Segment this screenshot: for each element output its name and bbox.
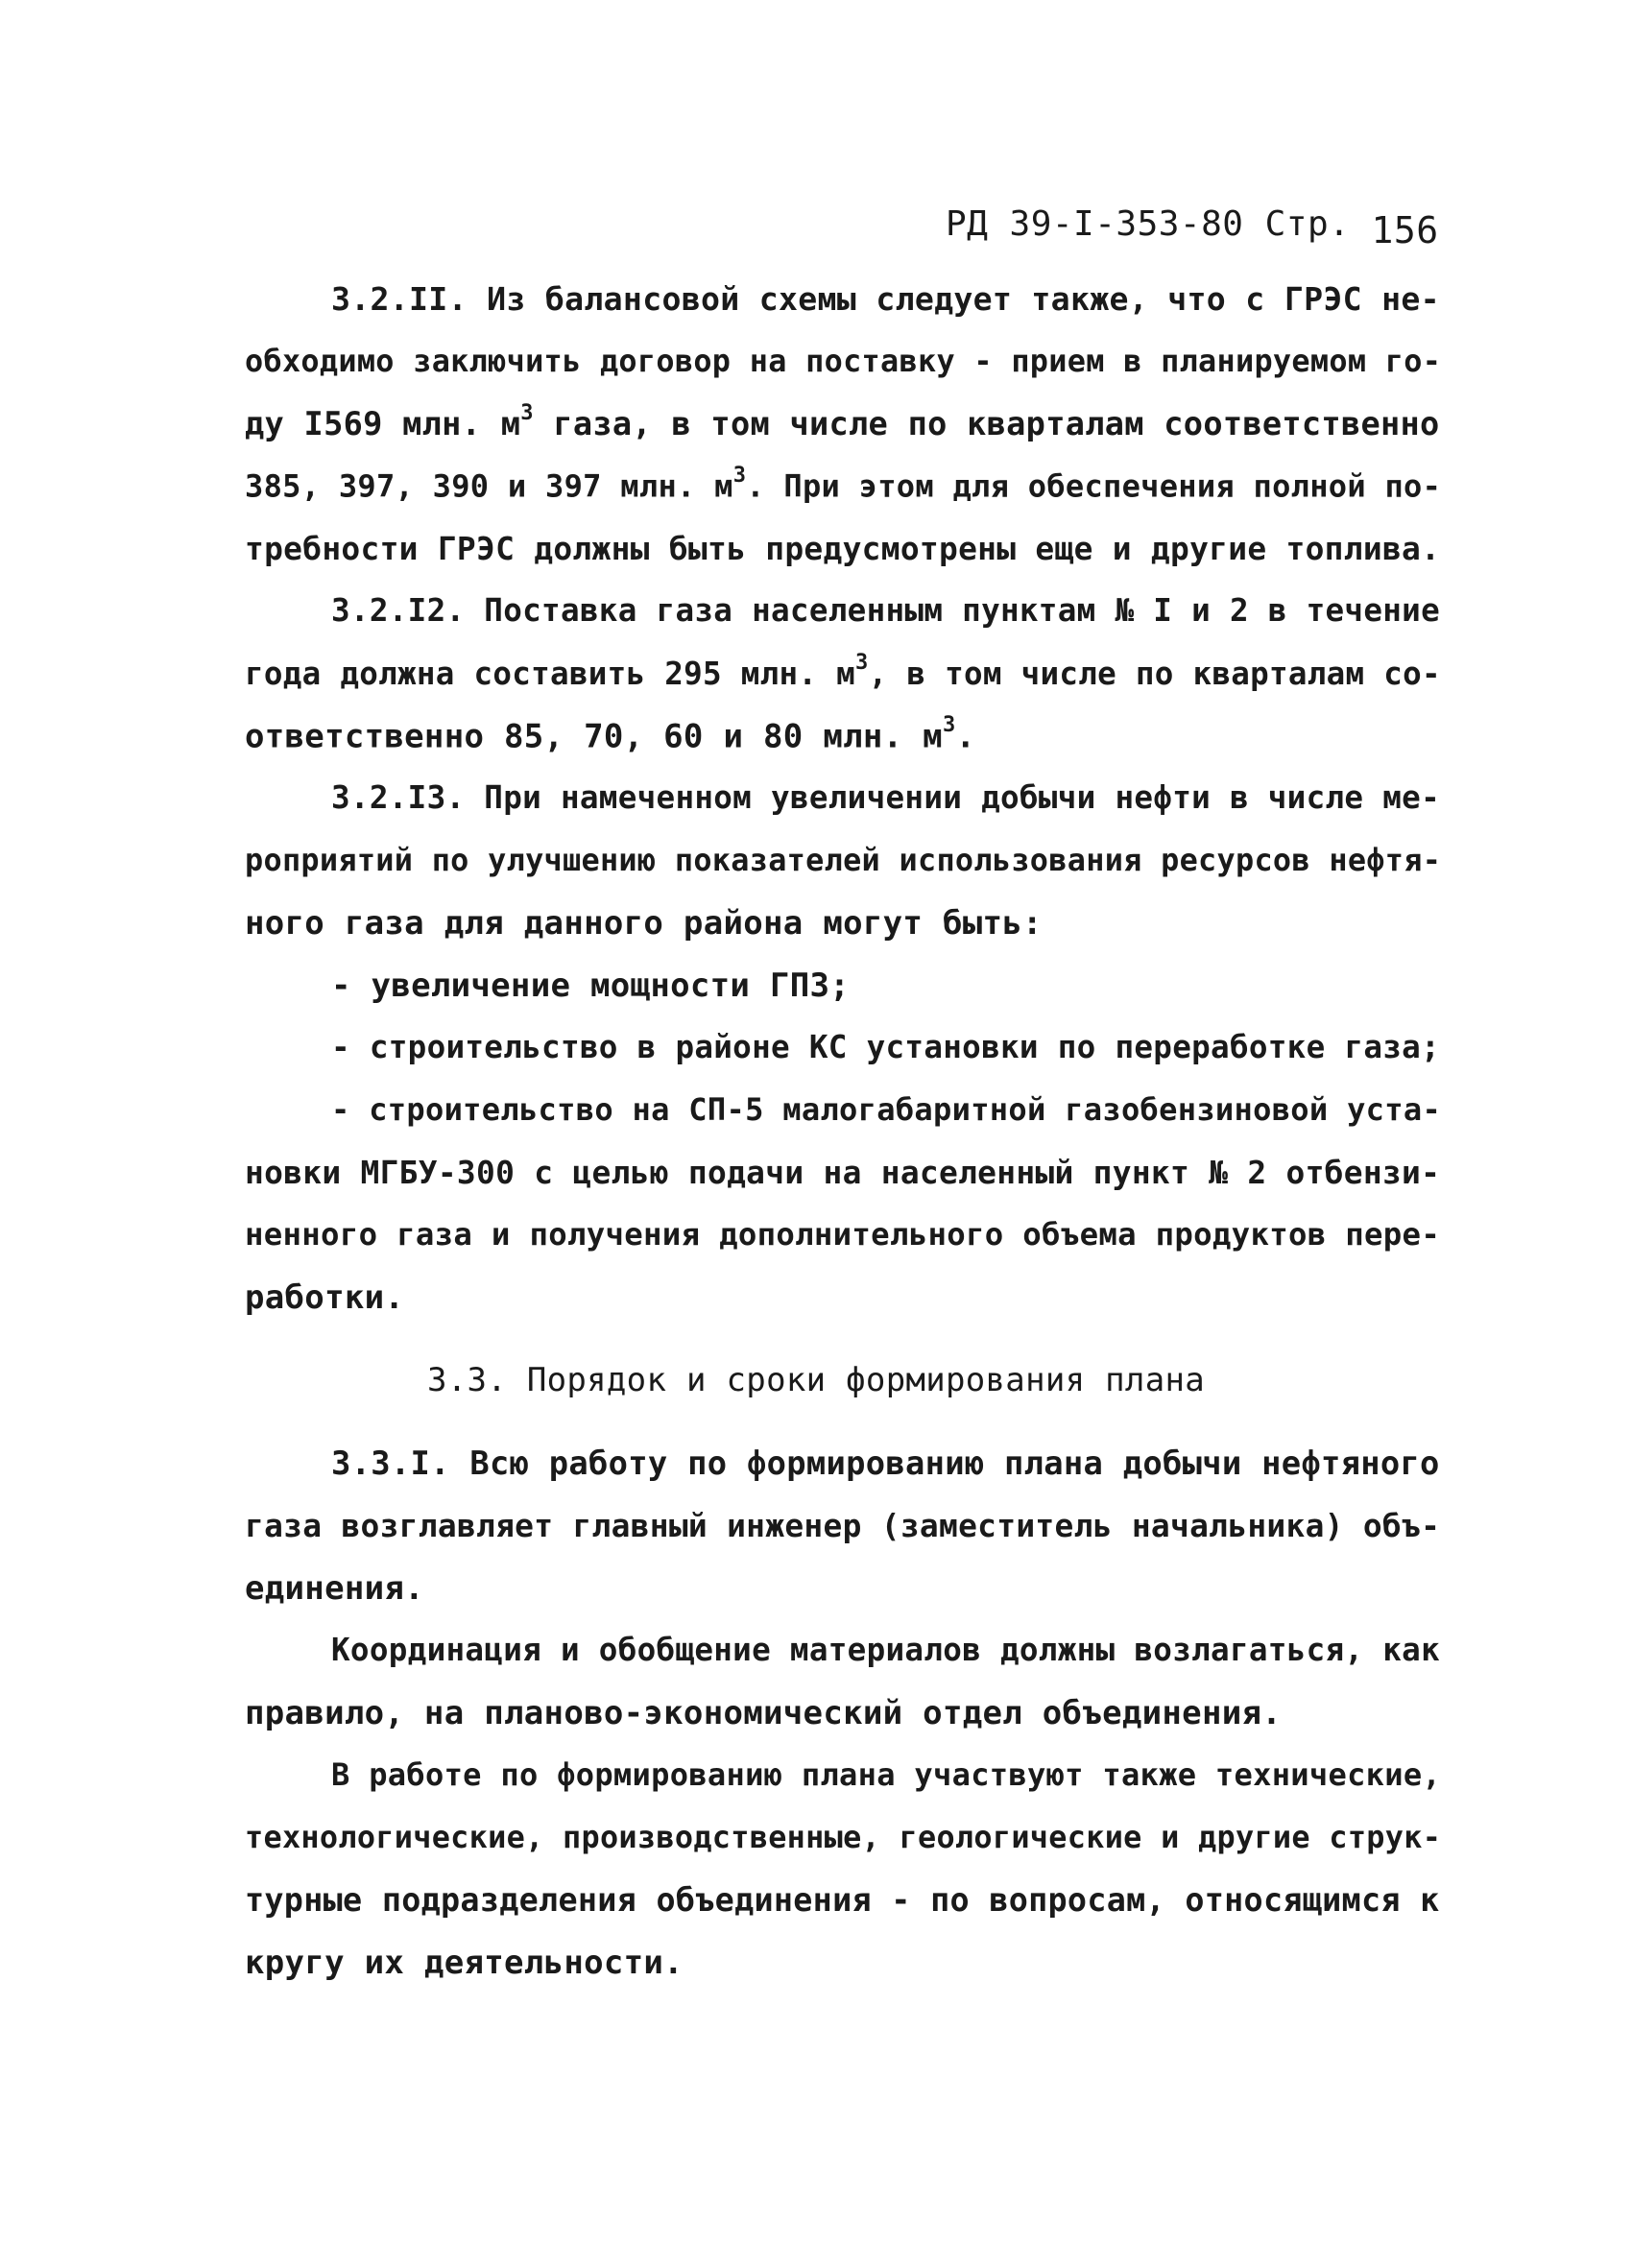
text-line: Координация и обобщение материалов должны возлагаться, как: [331, 1632, 1440, 1668]
text-line: роприятий по улучшению показателей использования ресурсов нефтя-: [245, 842, 1442, 878]
text-line: турные подразделения объединения - по вопросам, относящимся к: [245, 1881, 1440, 1919]
text-line: 385, 397, 390 и 397 млн. $м^3$. При этом для обеспечения полной по-: [245, 464, 1442, 505]
text-line: обходимо заключить договор на поставку - прием в планируемом го-: [245, 343, 1442, 379]
text-line: работки.: [245, 1278, 405, 1317]
page-header: [946, 202, 1439, 251]
text-line: 3.2.I2. Поставка газа населенным пунктам № I и 2 в течение: [331, 592, 1440, 629]
text-line: новки МГБУ-300 с целью подачи на населенный пункт № 2 отбензи-: [245, 1154, 1441, 1191]
text-line: года должна составить 295 млн. $м^3$, в том числе по кварталам со-: [245, 651, 1441, 692]
text-line: требности ГРЭС должны быть предусмотрены еще и другие топлива.: [245, 530, 1441, 567]
text-line: технологические, производственные, геологические и другие струк-: [245, 1819, 1442, 1855]
list-item: - строительство на СП-5 малогабаритной газобензиновой уста-: [331, 1091, 1442, 1128]
text-line: В работе по формированию плана участвуют также технические,: [331, 1756, 1442, 1793]
text-line: 3.2.I3. При намеченном увеличении добычи нефти в числе ме-: [331, 779, 1440, 816]
text-line: ответственно 85, 70, 60 и 80 млн. $м^3$.: [245, 713, 976, 756]
text-line: единения.: [245, 1569, 424, 1608]
text-line: ду I569 млн. $м^3$ газа, в том числе по кварталам соответственно: [245, 401, 1440, 443]
document-reference: РД 39-I-353-80 Стр.: [946, 204, 1351, 244]
list-item: - увеличение мощности ГПЗ;: [331, 967, 851, 1005]
page-number: 156: [1371, 209, 1439, 251]
list-item: - строительство в районе КС установки по переработке газа;: [331, 1029, 1440, 1065]
text-line: газа возглавляет главный инженер (заместитель начальника) объ-: [245, 1507, 1441, 1544]
text-line: кругу их деятельности.: [245, 1944, 684, 1982]
text-line: 3.3.I. Всю работу по формированию плана добычи нефтяного: [331, 1444, 1440, 1482]
text-line: ненного газа и получения дополнительного объема продуктов пере-: [245, 1216, 1441, 1253]
text-line: 3.2.II. Из балансовой схемы следует также, что с ГРЭС не-: [331, 280, 1440, 318]
text-line: ного газа для данного района могут быть:: [245, 904, 1043, 943]
text-line: правило, на планово-экономический отдел объединения.: [245, 1694, 1283, 1732]
section-title: 3.3. Порядок и сроки формирования плана: [426, 1361, 1206, 1399]
